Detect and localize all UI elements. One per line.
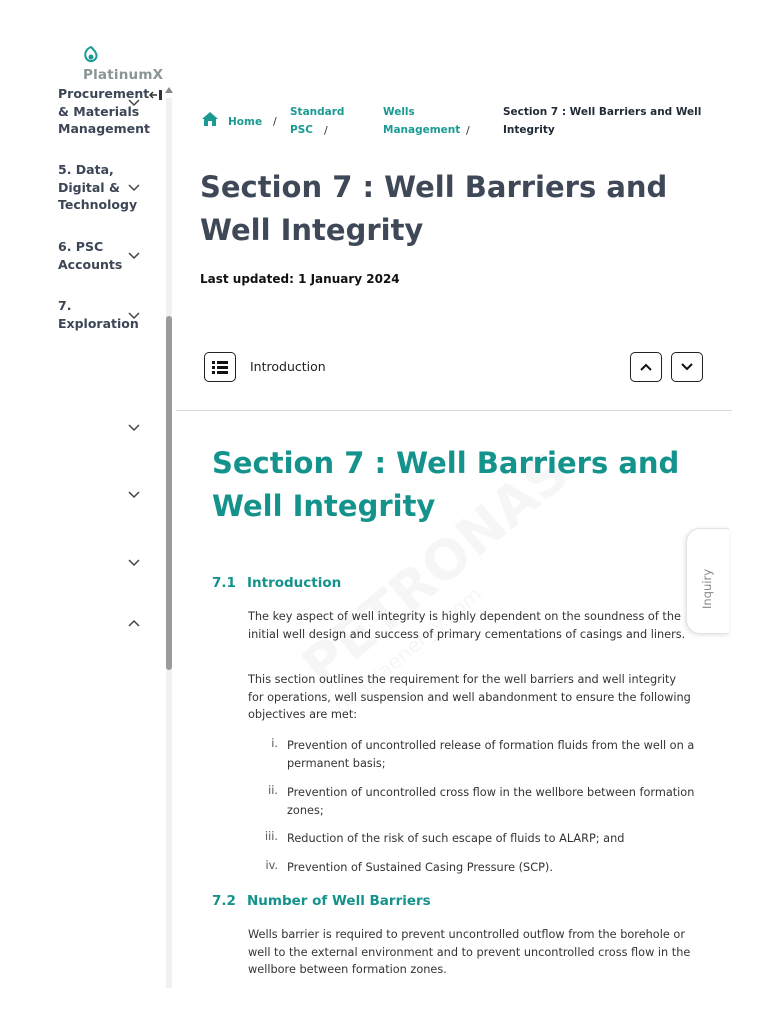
- section-title: Section 7 : Well Barriers and Well Integrity: [212, 446, 680, 523]
- inquiry-label: Inquiry: [700, 569, 714, 609]
- toc-current-section[interactable]: Introduction: [250, 359, 326, 374]
- section-heading-title: Introduction: [247, 575, 342, 591]
- chevron-down-icon[interactable]: [127, 490, 141, 500]
- section-heading-7-1: [212, 575, 341, 591]
- section-number: 7.2: [212, 893, 236, 909]
- page-title: Section 7 : Well Barriers and Well Integrity: [200, 170, 668, 247]
- sidebar-item-exploration[interactable]: 7. Exploration: [58, 298, 139, 331]
- list-item-number: ii.: [268, 784, 278, 797]
- breadcrumb-current: Section 7 : Well Barriers and Well Integrity: [503, 106, 702, 136]
- sidebar-item-data-digital[interactable]: 5. Data, Digital & Technology: [58, 162, 138, 212]
- list-item-number: iii.: [264, 830, 278, 843]
- chevron-up-icon[interactable]: [127, 618, 141, 628]
- chevron-up-icon: [639, 362, 653, 372]
- list-item: Reduction of the risk of such escape of fluids to ALARP; and: [287, 832, 625, 845]
- chevron-down-icon[interactable]: [127, 183, 141, 193]
- next-section-button[interactable]: [671, 352, 703, 382]
- toc-button[interactable]: [204, 352, 236, 382]
- breadcrumb-wells-management[interactable]: Wells Management: [383, 106, 461, 136]
- scroll-up-icon[interactable]: [164, 86, 174, 94]
- chevron-down-icon[interactable]: [127, 311, 141, 321]
- list-item: Prevention of uncontrolled release of formation fluids from the well on a permanent basis;: [287, 739, 695, 770]
- last-updated: Last updated: 1 January 2024: [200, 272, 400, 286]
- logo-text: PlatinumX: [83, 67, 164, 83]
- breadcrumb-home[interactable]: Home: [228, 116, 263, 128]
- logo-icon: [82, 46, 100, 64]
- list-icon: [211, 359, 229, 375]
- chevron-down-icon[interactable]: [127, 423, 141, 433]
- previous-section-button[interactable]: [630, 352, 662, 382]
- section-number: 7.1: [212, 575, 236, 591]
- chevron-down-icon[interactable]: [127, 98, 141, 108]
- paragraph: The key aspect of well integrity is highly dependent on the soundness of the initial well design and success of primary cementations of casings and liners.: [248, 610, 686, 641]
- sidebar-item-procurement[interactable]: Procurement & Materials Management: [58, 86, 151, 136]
- list-item: Prevention of Sustained Casing Pressure (SCP).: [287, 861, 553, 874]
- inquiry-tab[interactable]: [686, 528, 729, 634]
- collapse-sidebar-icon[interactable]: [149, 88, 163, 102]
- breadcrumb-separator: /: [466, 124, 470, 137]
- chevron-down-icon: [680, 362, 694, 372]
- list-item: Prevention of uncontrolled cross flow in the wellbore between formation zones;: [287, 786, 695, 817]
- home-icon[interactable]: [201, 111, 219, 127]
- section-heading-title: Number of Well Barriers: [247, 893, 431, 909]
- list-item-number: i.: [271, 737, 278, 750]
- sidebar-item-psc-accounts[interactable]: 6. PSC Accounts: [58, 239, 123, 272]
- section-heading-7-2: [212, 893, 431, 909]
- breadcrumb-standard-psc[interactable]: Standard PSC: [290, 106, 345, 136]
- chevron-down-icon[interactable]: [127, 251, 141, 261]
- paragraph: Wells barrier is required to prevent uncontrolled outflow from the borehole or well to the external environment and to prevent uncontrolled cross flow in the wellbore between formation zones.: [248, 928, 691, 976]
- breadcrumb-separator: /: [273, 115, 277, 128]
- paragraph: This section outlines the requirement for the well barriers and well integrity for operations, well suspension and well abandonment to ensure the following objectives are met:: [248, 673, 691, 721]
- sidebar-scrollbar-thumb[interactable]: [166, 316, 172, 670]
- divider: [176, 410, 732, 411]
- list-item-number: iv.: [265, 859, 278, 872]
- chevron-down-icon[interactable]: [127, 558, 141, 568]
- breadcrumb-separator: /: [324, 124, 328, 137]
